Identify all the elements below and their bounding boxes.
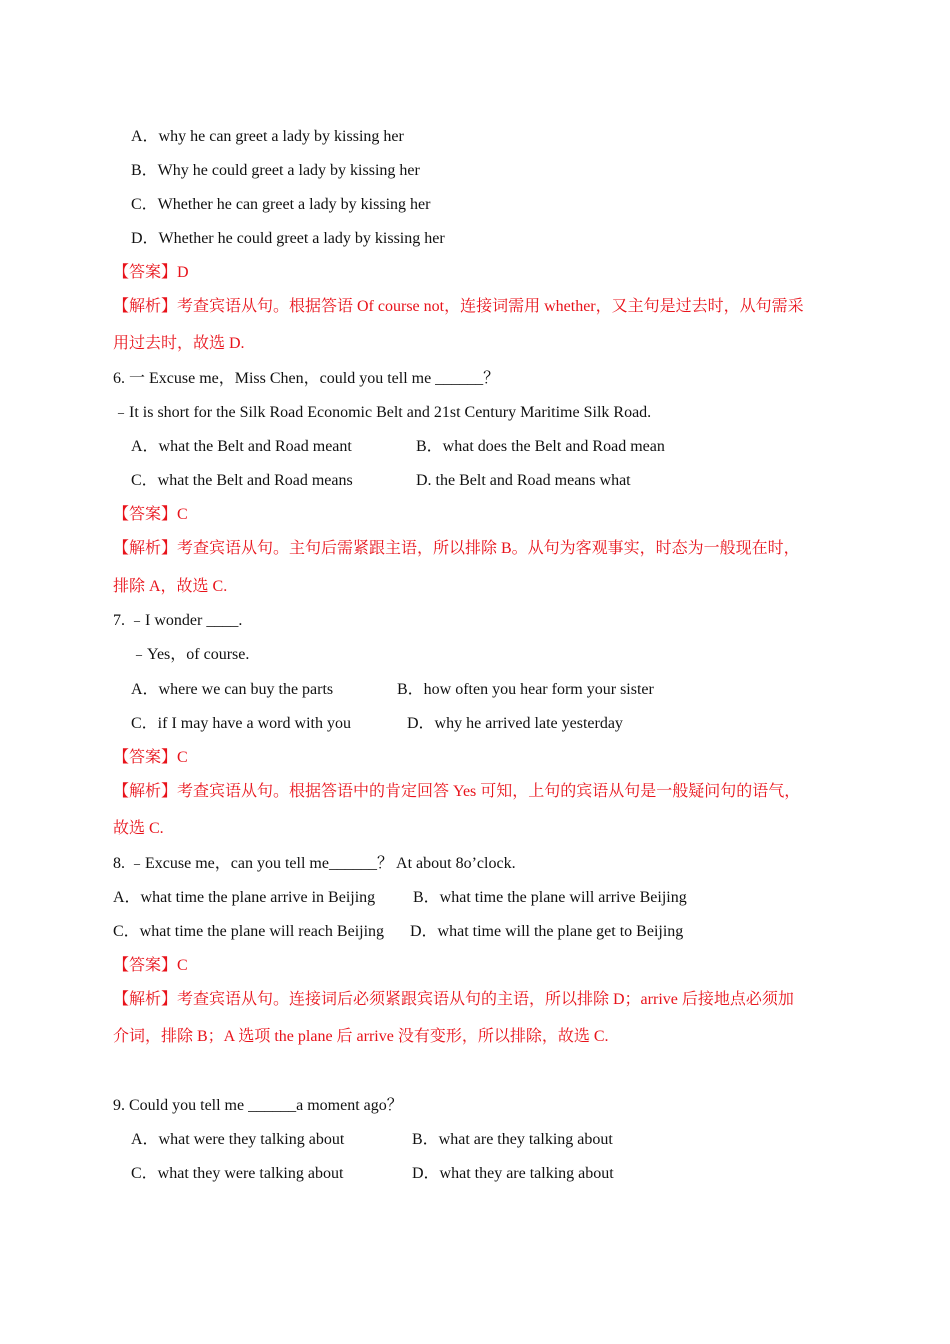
- q6-analysis-line-1: 【解析】考查宾语从句。主句后需紧跟主语，所以排除 B。从句为客观事实，时态为一般现在时，: [113, 540, 800, 557]
- q7-analysis-line-2: 故选 C.: [113, 820, 164, 837]
- q8-stem: 8. ﹣Excuse me，can you tell me______？ At about 8o’clock.: [113, 855, 516, 872]
- q6-option-b: B．what does the Belt and Road mean: [416, 438, 665, 455]
- q5-analysis-line-2: 用过去时，故选 D.: [113, 335, 245, 352]
- q8-analysis-line-1: 【解析】考查宾语从句。连接词后必须紧跟宾语从句的主语，所以排除 D；arrive 后接地点必须加: [113, 991, 794, 1008]
- q7-option-a: A．where we can buy the parts: [131, 681, 334, 698]
- q6-option-c: C．what the Belt and Road means: [131, 472, 353, 489]
- q9-stem: 9. Could you tell me ______a moment ago？: [113, 1097, 403, 1114]
- q6-stem-line-1: 6. 一 Excuse me，Miss Chen，could you tell me ______？: [113, 370, 500, 387]
- q7-answer: 【答案】C: [113, 749, 188, 766]
- q8-option-b: B．what time the plane will arrive Beijing: [413, 889, 687, 906]
- q5-option-a: A．why he can greet a lady by kissing her: [131, 128, 404, 145]
- q5-option-d: D．Whether he could greet a lady by kissing her: [131, 230, 445, 247]
- q9-option-b: B．what are they talking about: [412, 1131, 613, 1148]
- q8-answer: 【答案】C: [113, 957, 188, 974]
- q5-answer: 【答案】D: [113, 264, 189, 281]
- q6-option-a: A．what the Belt and Road meant: [131, 438, 352, 455]
- q7-option-b: B．how often you hear form your sister: [397, 681, 654, 698]
- q7-stem-line-2: ﹣Yes，of course.: [131, 646, 250, 663]
- q6-analysis-line-2: 排除 A，故选 C.: [113, 578, 228, 595]
- q8-analysis-line-2: 介词，排除 B；A 选项 the plane 后 arrive 没有变形，所以排除，故选 C.: [113, 1028, 609, 1045]
- q6-stem-line-2: ﹣It is short for the Silk Road Economic Belt and 21st Century Maritime Silk Road.: [113, 404, 652, 421]
- q9-option-d: D．what they are talking about: [412, 1165, 614, 1182]
- q9-option-c: C．what they were talking about: [131, 1165, 344, 1182]
- q8-option-c: C．what time the plane will reach Beijing: [113, 923, 385, 940]
- q6-option-d: D. the Belt and Road means what: [416, 472, 631, 489]
- q7-stem-line-1: 7. ﹣I wonder ____.: [113, 612, 243, 629]
- q7-option-d: D．why he arrived late yesterday: [407, 715, 623, 732]
- q8-option-d: D．what time will the plane get to Beijing: [410, 923, 684, 940]
- q9-option-a: A．what were they talking about: [131, 1131, 345, 1148]
- q7-analysis-line-1: 【解析】考查宾语从句。根据答语中的肯定回答 Yes 可知，上句的宾语从句是一般疑问句的语气，: [113, 783, 801, 800]
- q6-answer: 【答案】C: [113, 506, 188, 523]
- q7-option-c: C．if I may have a word with you: [131, 715, 351, 732]
- q8-option-a: A．what time the plane arrive in Beijing: [113, 889, 376, 906]
- q5-option-c: C．Whether he can greet a lady by kissing her: [131, 196, 431, 213]
- q5-option-b: B．Why he could greet a lady by kissing her: [131, 162, 420, 179]
- q5-analysis-line-1: 【解析】考查宾语从句。根据答语 Of course not，连接词需用 whether，又主句是过去时，从句需采: [113, 298, 804, 315]
